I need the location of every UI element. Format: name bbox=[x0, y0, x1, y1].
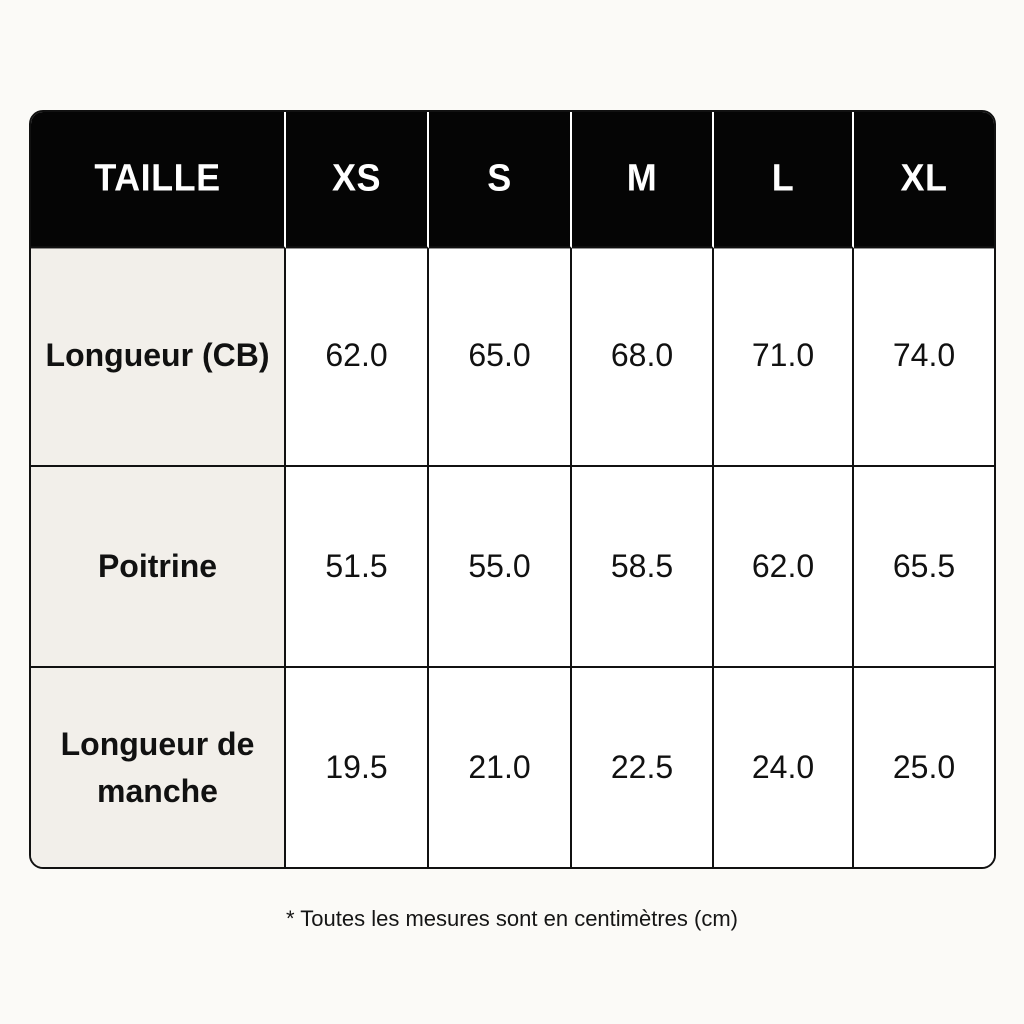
header-size-xl: XL bbox=[854, 110, 994, 248]
measurement-footnote: * Toutes les mesures sont en centimètres (cm) bbox=[286, 906, 738, 931]
table-cell: 19.5 bbox=[286, 668, 429, 867]
table-cell: 68.0 bbox=[572, 245, 714, 467]
table-cell: 25.0 bbox=[854, 668, 994, 867]
header-size-label: TAILLE bbox=[31, 110, 286, 248]
table-cell: 22.5 bbox=[572, 668, 714, 867]
table-cell: 65.0 bbox=[429, 245, 572, 467]
table-cell: 74.0 bbox=[854, 245, 994, 467]
size-chart-table bbox=[29, 110, 996, 869]
header-size-xs: XS bbox=[286, 110, 429, 248]
table-cell: 55.0 bbox=[429, 467, 572, 668]
table-cell: 21.0 bbox=[429, 668, 572, 867]
row-label-poitrine: Poitrine bbox=[31, 467, 286, 668]
table-cell: 65.5 bbox=[854, 467, 994, 668]
table-cell: 71.0 bbox=[714, 245, 854, 467]
table-cell: 51.5 bbox=[286, 467, 429, 668]
table-cell: 58.5 bbox=[572, 467, 714, 668]
header-size-m: M bbox=[572, 110, 714, 248]
table-cell: 62.0 bbox=[286, 245, 429, 467]
table-cell: 24.0 bbox=[714, 668, 854, 867]
header-size-l: L bbox=[714, 110, 854, 248]
row-label-longueur-cb: Longueur (CB) bbox=[31, 245, 286, 467]
header-size-s: S bbox=[429, 110, 572, 248]
table-cell: 62.0 bbox=[714, 467, 854, 668]
row-label-longueur-de-manche: Longueur de manche bbox=[31, 668, 286, 867]
